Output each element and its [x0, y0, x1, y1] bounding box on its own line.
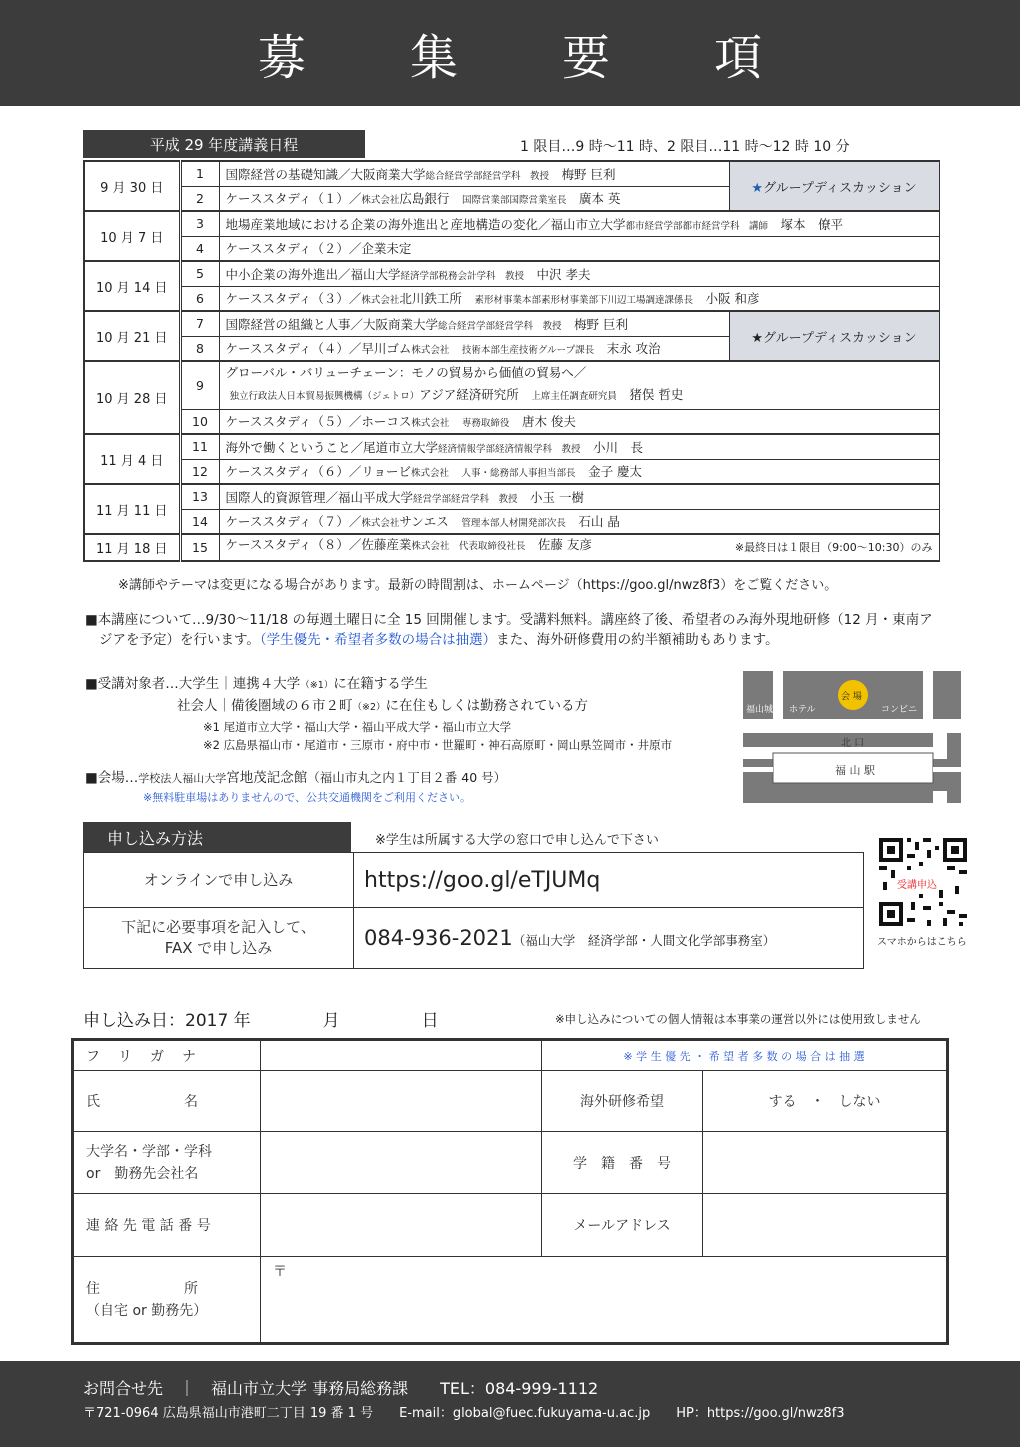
lottery-note: ※ 学 生 優 先 ・ 希 望 者 多 数 の 場 合 は 抽 選 [542, 1040, 948, 1071]
lecture-cell: グローバル・バリューチェーン：モノの貿易から価値の貿易へ／ 独立行政法人日本貿易振興機構（ジェトロ）アジア経済研究所 上席主任調査研究員 猪俣 哲史 [219, 361, 939, 409]
online-url[interactable]: https://goo.gl/eTJUMq [354, 853, 864, 908]
lecture-cell: 海外で働くということ／尾道市立大学経済情報学部経済情報学科 教授 小川 長 [219, 434, 939, 459]
online-label: オンラインで申し込み [84, 853, 354, 908]
student-number-field[interactable] [703, 1132, 948, 1194]
lecture-number: 3 [180, 211, 219, 236]
lecture-number: 1 [180, 161, 219, 186]
map-label-castle: 福山城 [746, 705, 774, 715]
furigana-label: フ リ ガ ナ [73, 1040, 261, 1071]
lecture-number: 6 [180, 286, 219, 311]
target-audience: ■受講対象者…大学生｜連携４大学（※1）に在籍する学生 社会人｜備後圏域の６市２町（※2）に在住もしくは勤務されている方 ※1 尾道市立大学・福山大学・福山平成大学・福山市立大学 ※2 広島県福山市・尾道市・三原市・府中市・世羅町・神石高原町・岡山県笠岡市・井原市 [85, 676, 673, 752]
lecture-cell: ケーススタディ（６）／リョービ株式会社 人事・総務部人事担当部長 金子 慶太 [219, 459, 939, 484]
email-field[interactable] [703, 1194, 948, 1257]
about-paragraph: ■本講座について…9/30～11/18 の毎週土曜日に全 15 回開催します。受講料無料。講座終了後、希望者のみ海外現地研修（12 月・東南ア ジアを予定）を行います。（学生優先・希望者多数の場合は抽選）また、海外研修費用の約半額補助もあります。 [85, 612, 933, 648]
university-field[interactable] [261, 1132, 542, 1194]
furigana-field[interactable] [261, 1040, 542, 1071]
name-label: 氏 名 [73, 1071, 261, 1132]
title-char-2: 集 [409, 29, 458, 86]
lecture-number: 15 [180, 534, 219, 561]
lecture-number: 10 [180, 409, 219, 434]
map-label-konbini: コンビニ [881, 705, 918, 715]
date-cell: 10 月 14 日 [84, 261, 180, 311]
apply-note: ※学生は所属する大学の窓口で申し込んで下さい [375, 833, 659, 848]
title-char-4: 項 [714, 29, 763, 86]
lecture-cell: ケーススタディ（４）／早川ゴム株式会社 技術本部生産技術グループ課長 末永 攻治 [219, 336, 729, 361]
application-form [71, 1038, 949, 1345]
lecture-number: 11 [180, 434, 219, 459]
title-char-3: 要 [562, 29, 611, 86]
date-cell: 11 月 11 日 [84, 484, 180, 534]
schedule-table [83, 160, 940, 562]
qr-code[interactable] [877, 836, 969, 928]
page-header [0, 0, 1020, 106]
lecture-number: 14 [180, 509, 219, 534]
lecture-number: 7 [180, 311, 219, 336]
student-number-label: 学 籍 番 号 [542, 1132, 703, 1194]
lecture-cell: ケーススタディ（７）／株式会社サンエス 管理本部人材開発部次長 石山 晶 [219, 509, 939, 534]
venue-info: ■会場…学校法人福山大学宮地茂記念館（福山市丸之内１丁目２番 40 号） ※無料駐車場はありませんので、公共交通機関をご利用ください。 [85, 770, 507, 804]
lecture-cell: 国際人的資源管理／福山平成大学経営学部経営学科 教授 小玉 一樹 [219, 484, 939, 509]
venue-map [743, 671, 961, 803]
title-char-1: 募 [257, 29, 306, 86]
phone-field[interactable] [261, 1194, 542, 1257]
address-label: 住 所 （自宅 or 勤務先） [73, 1257, 261, 1344]
map-label-north-exit: 北 口 [841, 738, 865, 749]
lecture-cell: 地場産業地域における企業の海外進出と産地構造の変化／福山市立大学都市経営学部都市経営学科 講師 塚本 僚平 [219, 211, 939, 236]
footer [0, 1361, 1020, 1447]
date-cell: 11 月 4 日 [84, 434, 180, 484]
privacy-note: ※申し込みについての個人情報は本事業の運営以外には使用致しません [555, 1012, 921, 1026]
lecture-number: 8 [180, 336, 219, 361]
apply-table [83, 852, 864, 969]
qr-label: 受講申込 [897, 880, 937, 891]
email-label: メールアドレス [542, 1194, 703, 1257]
lecture-cell: 国際経営の組織と人事／大阪商業大学総合経営学部経営学科 教授 梅野 巨利 [219, 311, 729, 336]
date-cell: 10 月 28 日 [84, 361, 180, 434]
lecture-cell: ケーススタディ（２）／企業未定 [219, 236, 939, 261]
overseas-label: 海外研修希望 [542, 1071, 703, 1132]
lecture-number: 13 [180, 484, 219, 509]
schedule-time-note: 1 限目…9 時～11 時、2 限目…11 時～12 時 10 分 [520, 139, 850, 155]
overseas-options[interactable]: する ・ しない [703, 1071, 948, 1132]
date-cell: 9 月 30 日 [84, 161, 180, 211]
lecture-number: 2 [180, 186, 219, 211]
phone-label: 連 絡 先 電 話 番 号 [73, 1194, 261, 1257]
date-cell: 11 月 18 日 [84, 534, 180, 561]
lecture-cell: ケーススタディ（８）／佐藤産業株式会社 代表取締役社長 佐藤 友彦 ※最終日は１限目（9:00～10:30）のみ [219, 534, 939, 561]
schedule-tab: 平成 29 年度講義日程 [83, 130, 365, 158]
footer-contact: お問合せ先 ｜ 福山市立大学 事務局総務課 TEL：084-999-1112 [83, 1379, 599, 1398]
lecture-number: 5 [180, 261, 219, 286]
lecture-cell: ケーススタディ（１）／株式会社広島銀行 国際営業部国際営業室長 廣本 英 [219, 186, 729, 211]
lecture-number: 4 [180, 236, 219, 261]
date-cell: 10 月 21 日 [84, 311, 180, 361]
qr-caption: スマホからはこちら [877, 937, 967, 948]
fax-number-cell: 084-936-2021（福山大学 経済学部・人間文化学部事務室） [354, 908, 864, 969]
university-label: 大学名・学部・学科 or 勤務先会社名 [73, 1132, 261, 1194]
map-label-hotel: ホテル [789, 705, 816, 715]
lecture-cell: ケーススタディ（３）／株式会社北川鉄工所 素形材事業本部素形材事業部下川辺工場調達課係長 小阪 和彦 [219, 286, 939, 311]
map-label-venue: 会 場 [841, 692, 862, 702]
apply-tab: 申し込み方法 [83, 822, 351, 852]
group-discussion-badge: ★グループディスカッション [729, 311, 939, 361]
schedule-footnote: ※講師やテーマは変更になる場合があります。最新の時間割は、ホームページ（https://goo.gl/nwz8f3）をご覧ください。 [118, 578, 838, 593]
lecture-cell: 国際経営の基礎知識／大阪商業大学総合経営学部経営学科 教授 梅野 巨利 [219, 161, 729, 186]
date-cell: 10 月 7 日 [84, 211, 180, 261]
lecture-number: 9 [180, 361, 219, 409]
fax-label: 下記に必要事項を記入して、 FAX で申し込み [84, 908, 354, 969]
map-label-station: 福 山 駅 [835, 764, 875, 777]
lecture-number: 12 [180, 459, 219, 484]
address-field[interactable]: 〒 [261, 1257, 948, 1344]
lecture-cell: 中小企業の海外進出／福山大学経済学部税務会計学科 教授 中沢 孝夫 [219, 261, 939, 286]
group-discussion-badge: ★グループディスカッション [729, 161, 939, 211]
application-date: 申し込み日：2017 年 月 日 [83, 1011, 439, 1031]
footer-address: 〒721-0964 広島県福山市港町二丁目 19 番 1 号 E-mail：global@fuec.fukuyama-u.ac.jp HP：https://goo.gl/nwz8f3 [83, 1406, 845, 1421]
lecture-cell: ケーススタディ（５）／ホーコス株式会社 専務取締役 唐木 俊夫 [219, 409, 939, 434]
name-field[interactable] [261, 1071, 542, 1132]
